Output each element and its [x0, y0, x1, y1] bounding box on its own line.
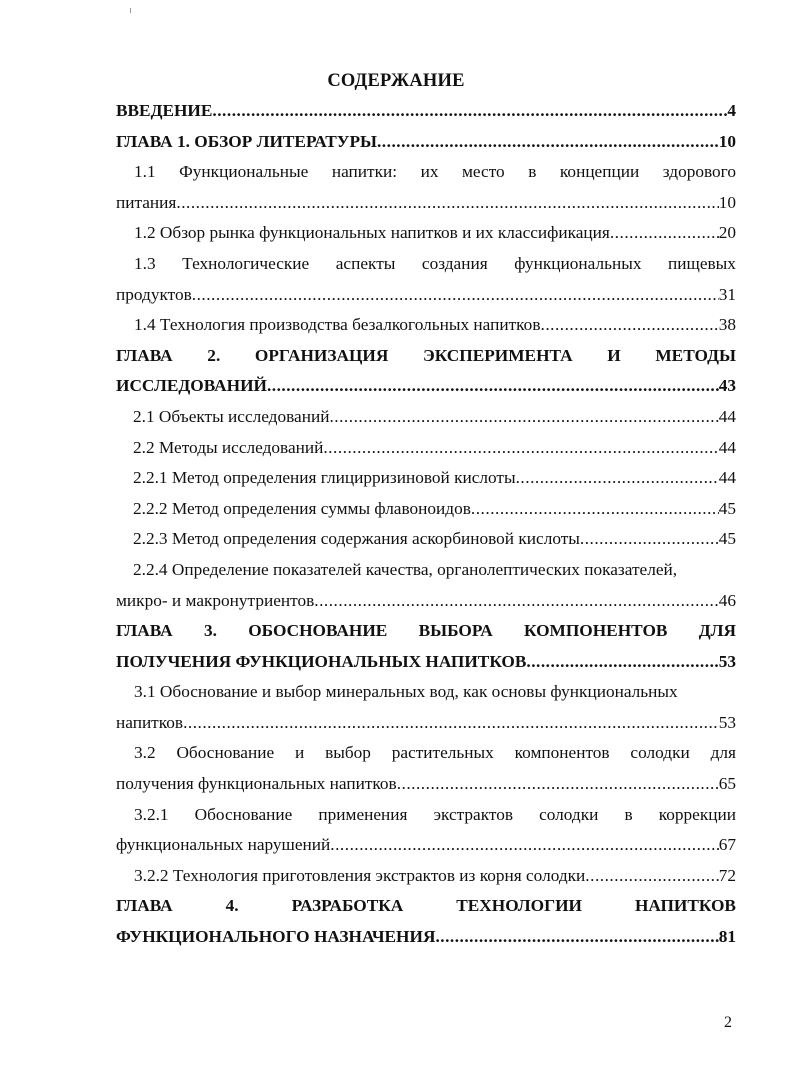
toc-entry-text: 3.1 Обоснование и выбор минеральных вод, как основы функциональных [134, 682, 678, 702]
toc-entry-text: микро- и макронутриентов [116, 590, 315, 610]
toc-word: 3. [203, 621, 217, 641]
toc-leader-dots [526, 647, 718, 678]
toc-leader-dots [212, 96, 727, 127]
toc-word: растительных [391, 743, 494, 763]
toc-entry-3-1-line2 [116, 708, 736, 739]
toc-entry-text: 2.2.4 Определение показателей качества, органолептических показателей, [133, 559, 678, 579]
toc-entry-3-2-1-line1 [116, 800, 736, 831]
toc-page-number: 44 [718, 468, 736, 488]
toc-page-number: 10 [718, 131, 736, 151]
toc-entry-text: 2.2.2 Метод определения суммы флавоноидов [133, 498, 471, 518]
toc-page-number: 44 [718, 437, 736, 457]
toc-entry-text: 2.2.3 Метод определения содержания аскорбиновой кислоты [133, 529, 580, 549]
toc-entry-text: 1.4 Технология производства безалкогольных напитков [134, 315, 541, 335]
toc-entry-chapter-2-line1 [116, 341, 736, 372]
toc-entry-text: ВВЕДЕНИЕ [116, 101, 213, 120]
toc-word: и [294, 743, 305, 763]
toc-entry-text: ГЛАВА 1. ОБЗОР ЛИТЕРАТУРЫ [116, 131, 377, 151]
toc-page-number: 31 [718, 284, 736, 304]
toc-page-number: 67 [718, 835, 736, 855]
toc-entry-chapter-2-line2 [116, 371, 736, 402]
toc-word: напитки: [331, 162, 398, 182]
toc-leader-dots [435, 922, 718, 953]
toc-word: компонентов [514, 743, 610, 763]
toc-entry-1-4 [116, 310, 736, 341]
toc-word: ТЕХНОЛОГИИ [456, 896, 582, 916]
toc-entry-3-1-line1 [116, 677, 736, 708]
toc-word: в [624, 804, 633, 824]
toc-leader-dots [267, 371, 719, 402]
toc-word: ОРГАНИЗАЦИЯ [254, 345, 389, 365]
toc-entry-text: ИССЛЕДОВАНИЙ [116, 376, 267, 396]
toc-word: ГЛАВА [116, 345, 173, 365]
toc-entry-text: функциональных нарушений [116, 835, 331, 855]
toc-entry-3-2-1-line2 [116, 830, 736, 861]
toc-page-number: 72 [718, 865, 736, 885]
toc-entry-chapter-1 [116, 127, 736, 158]
toc-word: их [420, 162, 439, 182]
toc-page-number: 53 [718, 651, 736, 671]
toc-entry-1-3-line1 [116, 249, 736, 280]
toc-word: ГЛАВА [116, 896, 173, 916]
toc-page-number: 20 [718, 223, 736, 243]
toc-word: экстрактов [433, 804, 513, 824]
toc-word: концепции [559, 162, 640, 182]
toc-word: ЭКСПЕРИМЕНТА [422, 345, 573, 365]
toc-leader-dots [585, 861, 718, 892]
toc-word: ДЛЯ [698, 621, 736, 641]
toc-word: ОБОСНОВАНИЕ [248, 621, 388, 641]
toc-word: солодки [539, 804, 599, 824]
toc-leader-dots [192, 280, 719, 311]
toc-word: Технологические [182, 253, 310, 273]
toc-page-number: 10 [718, 192, 736, 212]
toc-word: НАПИТКОВ [634, 896, 736, 916]
toc-page-number: 65 [718, 774, 736, 794]
toc-leader-dots [397, 769, 719, 800]
toc-entry-2-2-3 [116, 524, 736, 555]
toc-word: аспекты [335, 253, 396, 273]
toc-leader-dots [176, 188, 718, 219]
toc-entry-2-2-2 [116, 494, 736, 525]
scan-artifact [130, 8, 131, 13]
toc-page-number: 53 [718, 712, 736, 732]
toc-entry-text: ПОЛУЧЕНИЯ ФУНКЦИОНАЛЬНЫХ НАПИТКОВ [116, 651, 527, 671]
toc-word: ВЫБОРА [418, 621, 493, 641]
toc-word: создания [421, 253, 488, 273]
toc-entry-1-3-line2 [116, 280, 736, 311]
toc-entry-chapter-4-line1 [116, 891, 736, 922]
toc-entry-1-1-line2 [116, 188, 736, 219]
toc-word: КОМПОНЕНТОВ [524, 621, 668, 641]
toc-leader-dots [183, 708, 719, 739]
toc-word: для [710, 743, 736, 763]
toc-word: Обоснование [194, 804, 293, 824]
toc-entry-intro [116, 96, 736, 127]
toc-entry-text: 1.2 Обзор рынка функциональных напитков и их классификация [134, 223, 610, 243]
toc-page-number: 46 [718, 590, 736, 610]
toc-leader-dots [471, 494, 719, 525]
toc-word: в [528, 162, 537, 182]
toc-leader-dots [541, 310, 719, 341]
toc-entry-1-1-line1 [116, 157, 736, 188]
page-number: 2 [724, 1014, 732, 1031]
toc-word: применения [318, 804, 408, 824]
toc-word: РАЗРАБОТКА [291, 896, 404, 916]
toc-word: функциональных [514, 253, 642, 273]
toc-entry-2-2-4-line2 [116, 586, 736, 617]
toc-entry-text: получения функциональных напитков [116, 774, 397, 794]
toc-entry-text: питания [116, 192, 177, 212]
toc-leader-dots [580, 524, 719, 555]
toc-leader-dots [330, 830, 718, 861]
toc-word: 1.3 [134, 253, 156, 273]
toc-word: Обоснование [176, 743, 275, 763]
toc-entry-text: ФУНКЦИОНАЛЬНОГО НАЗНАЧЕНИЯ [116, 927, 436, 947]
toc-page-number: 38 [718, 315, 736, 335]
toc-leader-dots [323, 433, 718, 464]
toc-word: 3.2.1 [134, 804, 169, 824]
toc-entry-text: 2.2 Методы исследований [133, 437, 324, 457]
toc-entry-2-1 [116, 402, 736, 433]
toc-entry-chapter-3-line2 [116, 647, 736, 678]
toc-entry-2-2-4-line1 [116, 555, 736, 586]
toc-page-number: 45 [718, 529, 736, 549]
toc-entry-text: продуктов [116, 284, 192, 304]
toc-entry-chapter-3-line1 [116, 616, 736, 647]
toc-leader-dots [610, 218, 719, 249]
toc-word: МЕТОДЫ [655, 345, 736, 365]
toc-entry-2-2 [116, 433, 736, 464]
toc-word: 3.2 [134, 743, 156, 763]
toc-entry-text: 3.2.2 Технология приготовления экстрактов из корня солодки [134, 865, 586, 885]
toc-entry-3-2-2 [116, 861, 736, 892]
toc-leader-dots [314, 586, 718, 617]
toc-word: 1.1 [134, 162, 156, 182]
toc-entry-1-2 [116, 218, 736, 249]
toc-entry-text: 2.2.1 Метод определения глицирризиновой кислоты [133, 468, 516, 488]
toc-word: место [462, 162, 505, 182]
page-title: СОДЕРЖАНИЕ [327, 71, 465, 91]
toc-leader-dots [516, 463, 719, 494]
toc-page-number: 81 [718, 927, 736, 947]
toc-page-number: 44 [718, 406, 736, 426]
toc-word: выбор [325, 743, 371, 763]
toc-page-number: 43 [718, 376, 736, 396]
table-of-contents [116, 96, 736, 953]
toc-entry-chapter-4-line2 [116, 922, 736, 953]
toc-word: пищевых [668, 253, 736, 273]
toc-page-number: 45 [718, 498, 736, 518]
toc-leader-dots [377, 127, 719, 158]
toc-word: 4. [225, 896, 239, 916]
toc-entry-text: напитков [116, 712, 184, 732]
toc-word: 2. [207, 345, 221, 365]
toc-word: солодки [630, 743, 690, 763]
toc-page-number: 4 [727, 101, 736, 120]
toc-word: И [607, 345, 621, 365]
toc-word: здорового [662, 162, 736, 182]
toc-word: Функциональные [179, 162, 309, 182]
toc-entry-3-2-line1 [116, 738, 736, 769]
toc-leader-dots [329, 402, 718, 433]
toc-word: коррекции [658, 804, 736, 824]
toc-word: ГЛАВА [116, 621, 173, 641]
toc-entry-2-2-1 [116, 463, 736, 494]
toc-entry-text: 2.1 Объекты исследований [133, 406, 330, 426]
toc-entry-3-2-line2 [116, 769, 736, 800]
